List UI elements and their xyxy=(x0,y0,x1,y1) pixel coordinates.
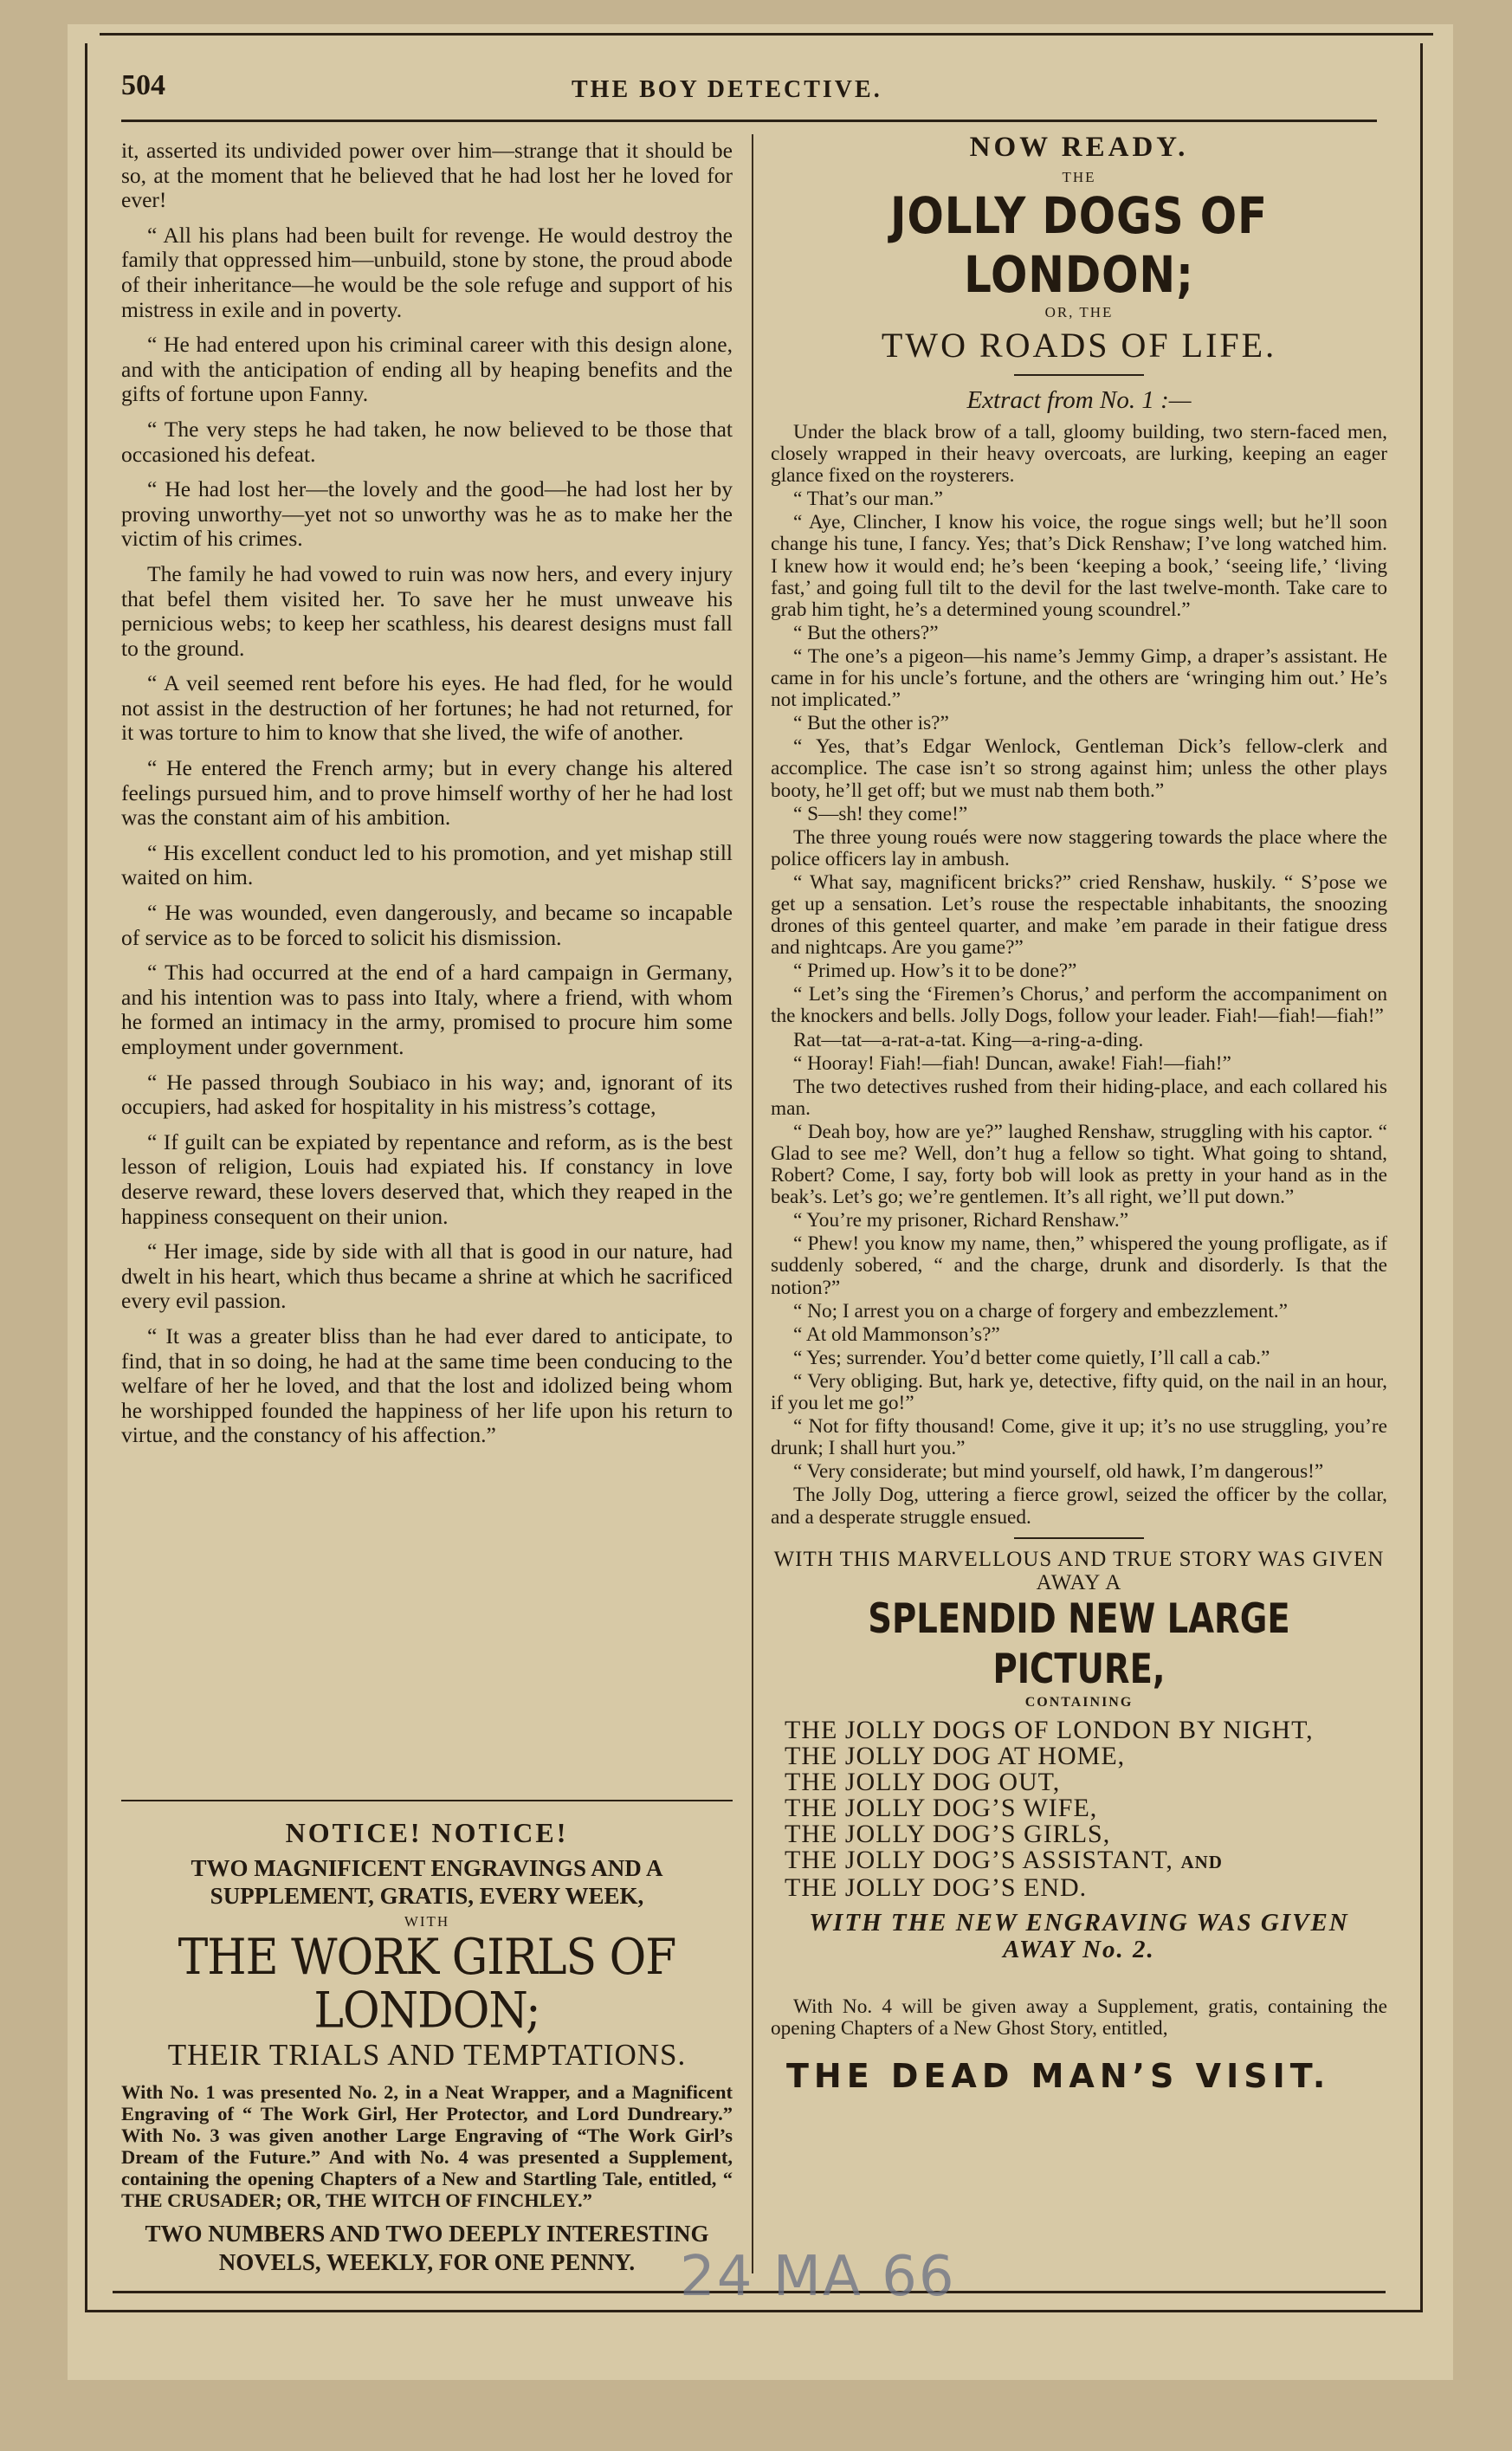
extract-paragraph: The Jolly Dog, uttering a fierce growl, seized the officer by the collar, and a desperate struggle ensued. xyxy=(771,1484,1387,1529)
work-girls-title: THE WORK GIRLS OF LONDON; xyxy=(178,1929,676,2040)
the-label: THE xyxy=(1062,169,1096,185)
extract-paragraph: “ The one’s a pigeon—his name’s Jemmy Gimp, a draper’s assistant. He came in for his uncle’s fortune, and the others are ‘wringing him out.’ He’s not implicated.” xyxy=(771,644,1387,712)
notice-advertisement xyxy=(121,1800,733,2277)
list-item: THE JOLLY DOG’S WIFE, xyxy=(785,1793,1098,1822)
picture-contents-list xyxy=(785,1717,1387,1901)
notice-with: WITH xyxy=(404,1913,450,1930)
paragraph: “ It was a greater bliss than he had ever dared to anticipate, to find, that in so doing, he had at the same time been conducing to the welfare of her he loved, and that the lost and idolized being whom he worshipped founded the happiness of her life upon his return to virtue, and the constancy of his affection.” xyxy=(121,1323,733,1448)
given-away-heading: WITH THIS MARVELLOUS AND TRUE STORY WAS GIVEN AWAY A xyxy=(773,1547,1385,1594)
two-roads-subtitle: TWO ROADS OF LIFE. xyxy=(881,326,1277,365)
splendid-picture-title: SPLENDID NEW LARGE PICTURE, xyxy=(868,1594,1290,1693)
extract-paragraph: “ Very considerate; but mind yourself, old hawk, I’m dangerous!” xyxy=(793,1460,1324,1484)
paragraph: “ This had occurred at the end of a hard campaign in Germany, and his intention was to pass into Italy, where a friend, with whom he formed an intimacy in the army, promised to procure him some employment under government. xyxy=(121,960,733,1059)
extract-paragraph: “ No; I arrest you on a charge of forgery and embezzlement.” xyxy=(793,1299,1288,1323)
paragraph: “ He was wounded, even dangerously, and became so incapable of service as to be forced to solicit his dismission. xyxy=(121,900,733,950)
running-title: THE BOY DETECTIVE. xyxy=(572,76,882,103)
trials-subtitle: THEIR TRIALS AND TEMPTATIONS. xyxy=(167,2038,687,2072)
paragraph: “ His excellent conduct led to his promotion, and yet mishap still waited on him. xyxy=(121,839,733,890)
header-rule xyxy=(121,120,1377,122)
paragraph: “ He entered the French army; but in every change his altered feelings pursued him, and to prove himself worthy of her he had lost was the constant aim of his ambition. xyxy=(121,755,733,831)
paragraph: “ If guilt can be expiated by repentance and reform, as is the best lesson of religion, Louis had expiated his. If constancy in love deserve reward, these lovers deserved that, which they reaped in the happiness consequent on their union. xyxy=(121,1128,733,1229)
paragraph: “ A veil seemed rent before his eyes. He had fled, for he would not assist in the destruction of her fortunes; he had not returned, for it was torture to him to know that she lived, the wife of another. xyxy=(121,670,733,746)
right-column xyxy=(771,132,1387,2095)
paragraph: “ All his plans had been built for revenge. He would destroy the family that oppressed him—unbuild, stone by stone, the proud abode of their inheritance—he would be the sole refuge and support of his mistress in exile and in poverty. xyxy=(121,222,733,322)
extract-paragraph: Rat—tat—a-rat-a-tat. King—a-ring-a-ding. xyxy=(793,1028,1144,1051)
page-number: 504 xyxy=(121,69,165,101)
paragraph: “ Her image, side by side with all that is good in our nature, had dwelt in his heart, which thus became a shrine at which he sacrificed every evil passion. xyxy=(121,1238,733,1314)
supplement-note: With No. 4 will be given away a Supplement, gratis, containing the opening Chapters of a New Ghost Story, entitled, xyxy=(771,1995,1387,2040)
list-item xyxy=(785,1847,1387,1875)
dead-mans-visit-title: THE DEAD MAN’S VISIT. xyxy=(786,2056,1331,2095)
short-rule xyxy=(1014,1537,1144,1539)
list-and: AND xyxy=(1180,1851,1223,1872)
column-divider xyxy=(752,134,753,2273)
extract-paragraph: “ That’s our man.” xyxy=(793,488,943,511)
extract-paragraph: The three young roués were now staggering towards the place where the police officers lay in ambush. xyxy=(771,825,1387,870)
extract-paragraph: “ Primed up. How’s it to be done?” xyxy=(793,960,1077,983)
extract-paragraph: “ What say, magnificent bricks?” cried Renshaw, huskily. “ S’pose we get up a sensation. Let’s rouse the respectable inhabitants, the snoozing drones of this genteel quarter, and make ’em parade in their fatigue dress and nightcaps. Are you game?” xyxy=(771,870,1387,960)
extract-paragraph: “ Aye, Clincher, I know his voice, the rogue sings well; but he’ll soon change his tune, I fancy. Yes; that’s Dick Renshaw; I’ve long watched him. I knew how it would end; he’s been ‘keeping a book,’ ‘seeing life,’ ‘living fast,’ and going full tilt to the devil for the last twelve-month. Take care to grab him tight, he’s a determined young scoundrel.” xyxy=(771,511,1387,621)
paragraph: “ He passed through Soubiaco in his way; and, ignorant of its occupiers, had asked for hospitality in his mistress’s cottage, xyxy=(121,1069,733,1120)
extract-paragraph: “ Deah boy, how are ye?” laughed Renshaw, struggling with his captor. “ Glad to see me? Well, don’t hug a fellow so tight. What going to shtand, Robert? Come, I say, forty bob will look as pretty in your hand as in the beak’s. Let’s go; we’re gentlemen. It’s all right, we’ll put down.” xyxy=(771,1120,1387,1209)
extract-paragraph: “ Very obliging. But, hark ye, detective, fifty quid, on the nail in an hour, if you let me go!” xyxy=(771,1369,1387,1415)
paragraph: it, asserted its undivided power over him—strange that it should be so, at the moment that he believed that he had lost her he loved for ever! xyxy=(121,138,733,213)
or-the-label: OR, THE xyxy=(1044,304,1114,320)
extract-paragraph: “ Let’s sing the ‘Firemen’s Chorus,’ and perform the accompaniment on the knockers and bells. Jolly Dogs, follow your leader. Fiah!—fiah!—fiah!” xyxy=(771,983,1387,1028)
now-ready-heading: NOW READY. xyxy=(969,132,1189,163)
notice-subtitle: TWO MAGNIFICENT ENGRAVINGS AND A SUPPLEMENT, GRATIS, EVERY WEEK, xyxy=(191,1855,663,1909)
left-column xyxy=(121,139,733,1458)
short-rule xyxy=(1014,374,1144,376)
top-rule xyxy=(100,33,1433,36)
list-item: THE JOLLY DOG’S GIRLS, xyxy=(785,1819,1111,1848)
extract-paragraph: “ Hooray! Fiah!—fiah! Duncan, awake! Fiah!—fiah!” xyxy=(793,1051,1231,1075)
list-item: THE JOLLY DOG OUT, xyxy=(785,1767,1061,1796)
notice-body: With No. 1 was presented No. 2, in a Neat Wrapper, and a Magnificent Engraving of “ The Work Girl, Her Protector, and Lord Dundreary.” With No. 3 was given another Large Engraving of “The Work Girl’s Dream of the Future.” And with No. 4 was presented a Supplement, containing the opening Chapters of a New and Startling Tale, entitled, “ THE CRUSADER; OR, THE WITCH OF FINCHLEY.” xyxy=(121,2081,733,2211)
extract-paragraph: “ Not for fifty thousand! Come, give it up; it’s no use struggling, you’re drunk; I shall hurt you.” xyxy=(771,1415,1387,1460)
extract-paragraph: “ At old Mammonson’s?” xyxy=(793,1323,1000,1346)
extract-heading: Extract from No. 1 :— xyxy=(966,386,1192,414)
list-item: THE JOLLY DOG’S END. xyxy=(785,1872,1088,1902)
extract-paragraph: “ But the others?” xyxy=(793,621,939,644)
date-stamp: 24 MA 66 xyxy=(680,2245,956,2309)
paragraph: The family he had vowed to ruin was now hers, and every injury that befel them visited her. To save her he must unweave his pernicious webs; to keep her scathless, his dearest designs must fall to the ground. xyxy=(121,560,733,661)
extract-paragraph: “ But the other is?” xyxy=(793,712,949,735)
list-item-text: THE JOLLY DOG’S ASSISTANT, xyxy=(785,1845,1173,1874)
extract-paragraph: Under the black brow of a tall, gloomy building, two stern-faced men, closely wrapped in their heavy overcoats, are lurking, keeping an eager glance fixed on the roysterers. xyxy=(771,421,1387,488)
jolly-dogs-title: JOLLY DOGS OF LONDON; xyxy=(890,186,1268,304)
extract-paragraph: “ Yes; surrender. You’d better come quietly, I’ll call a cab.” xyxy=(793,1346,1270,1369)
extract-paragraph: The two detectives rushed from their hiding-place, and each collared his man. xyxy=(771,1075,1387,1120)
paragraph: “ He had entered upon his criminal career with this design alone, and with the anticipation of ending all by heaping benefits and the gifts of fortune upon Fanny. xyxy=(121,332,733,407)
list-item: THE JOLLY DOGS OF LONDON BY NIGHT, xyxy=(785,1715,1314,1744)
new-engraving-line: WITH THE NEW ENGRAVING WAS GIVEN AWAY No. 2. xyxy=(809,1908,1349,1963)
extract-paragraph: “ S—sh! they come!” xyxy=(793,802,968,825)
extract-paragraph: “ Yes, that’s Edgar Wenlock, Gentleman Dick’s fellow-clerk and accomplice. The case isn’t so strong against him; unless the other plays booty, he’ll get off; but we must nab them both.” xyxy=(771,735,1387,802)
extract-paragraph: “ You’re my prisoner, Richard Renshaw.” xyxy=(793,1209,1129,1232)
paragraph: “ He had lost her—the lovely and the good—he had lost her by proving unworthy—yet not so unworthy was he as to make her the victim of his crimes. xyxy=(121,476,733,552)
extract-paragraph: “ Phew! you know my name, then,” whispered the young profligate, as if suddenly sobered, “ and the charge, drunk and disorderly. Is that the notion?” xyxy=(771,1232,1387,1299)
containing-label: CONTAINING xyxy=(1024,1694,1134,1710)
list-item: THE JOLLY DOG AT HOME, xyxy=(785,1741,1126,1770)
notice-footer: TWO NUMBERS AND TWO DEEPLY INTERESTING NOVELS, WEEKLY, FOR ONE PENNY. xyxy=(145,2221,709,2275)
notice-title: NOTICE! NOTICE! xyxy=(285,1817,569,1848)
notice-rule xyxy=(121,1800,733,1801)
paragraph: “ The very steps he had taken, he now believed to be those that occasioned his defeat. xyxy=(121,416,733,467)
